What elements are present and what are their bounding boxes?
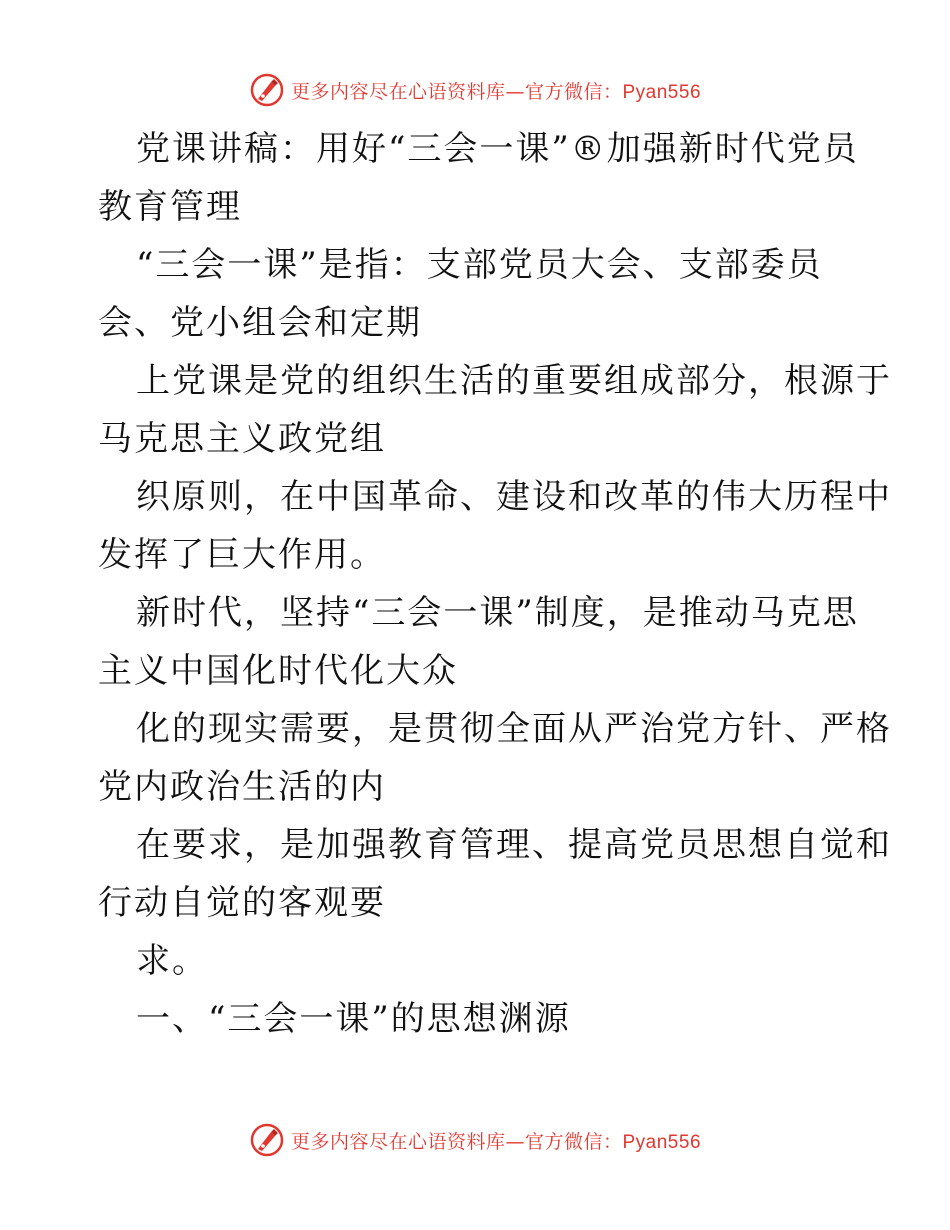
- paragraph-line: 求。: [136, 941, 208, 981]
- paragraph-line: 马克思主义政党组: [98, 419, 386, 459]
- paragraph-line: 党内政治生活的内: [98, 767, 386, 807]
- footer-watermark-banner: [0, 1118, 950, 1162]
- document-title-line-1: 党课讲稿：用好“三会一课”®加强新时代党员: [136, 129, 859, 169]
- paragraph-line: 新时代，坚持“三会一课”制度，是推动马克思: [136, 593, 859, 633]
- document-title-line-2: 教育管理: [98, 187, 242, 227]
- paragraph-line: “三会一课”是指：支部党员大会、支部委员: [136, 245, 823, 285]
- fountain-pen-logo-icon: [249, 72, 285, 108]
- paragraph-line: 化的现实需要，是贯彻全面从严治党方针、严格: [136, 709, 892, 749]
- paragraph-line: 会、党小组会和定期: [98, 303, 422, 343]
- paragraph-line: 主义中国化时代化大众: [98, 651, 458, 691]
- paragraph-line: 发挥了巨大作用。: [98, 535, 386, 575]
- header-watermark-banner: [0, 68, 950, 112]
- watermark-text: 更多内容尽在心语资料库—官方微信：Pyan556: [290, 80, 702, 103]
- wechat-handle: Pyan556: [622, 81, 702, 103]
- paragraph-line: 行动自觉的客观要: [98, 883, 386, 923]
- document-body: [98, 120, 892, 1048]
- wechat-handle: Pyan556: [622, 1131, 702, 1153]
- paragraph-line: 上党课是党的组织生活的重要组成部分，根源于: [136, 361, 892, 401]
- paragraph-line: 织原则，在中国革命、建设和改革的伟大历程中: [136, 477, 892, 517]
- watermark-text: 更多内容尽在心语资料库—官方微信：Pyan556: [290, 1130, 702, 1153]
- paragraph-line: 在要求，是加强教育管理、提高党员思想自觉和: [136, 825, 892, 865]
- fountain-pen-logo-icon: [249, 1122, 285, 1158]
- section-heading: 一、“三会一课”的思想渊源: [136, 999, 571, 1039]
